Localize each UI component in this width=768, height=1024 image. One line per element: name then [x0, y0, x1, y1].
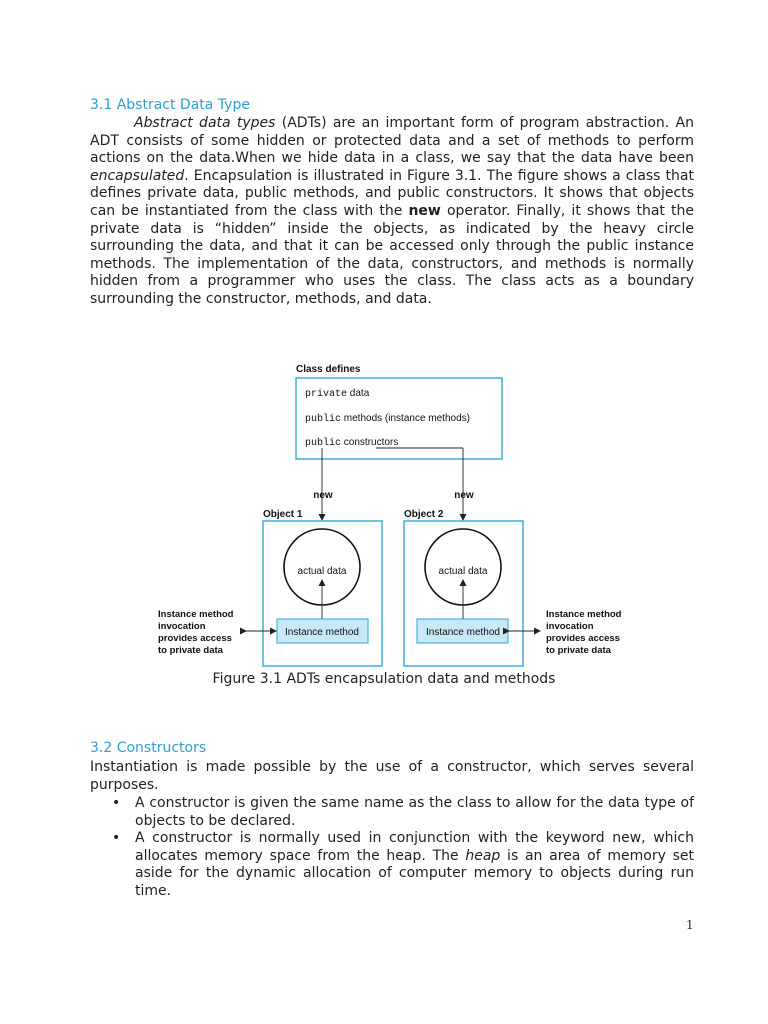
class-row-constructors-label: constructors — [341, 437, 399, 448]
bullet-icon: • — [112, 830, 121, 847]
left-note — [158, 609, 236, 656]
object1-actual-data: actual data — [297, 566, 347, 577]
section-heading-constructors: 3.2 Constructors — [90, 740, 207, 756]
right-note-line: Instance method — [546, 609, 622, 620]
bullet-text-a: A constructor is normally used in conjunction with the keyword new, which allocates memory space from the heap. The — [135, 830, 694, 864]
bullet-text-b: is an area of memory set aside for the dynamic allocation of computer memory to objects during run time. — [135, 847, 695, 899]
paragraph-text-b: . Encapsulation is illustrated in Figure 3.1. The figure shows a class that defines private data, public methods, and public constructors. It shows that objects can be instantiated from the class with the — [90, 167, 694, 219]
keyword-new: new — [408, 202, 441, 219]
new-label-object2: new — [454, 490, 474, 501]
abstract-data-type-paragraph — [90, 115, 694, 309]
bullet-text: A constructor is given the same name as the class to allow for the data type of objects to be declared. — [135, 795, 694, 829]
figure-caption: Figure 3.1 ADTs encapsulation data and methods — [212, 671, 556, 687]
constructors-intro: Instantiation is made possible by the use of a constructor, which serves several purposes. — [90, 759, 694, 793]
object2-actual-data: actual data — [438, 566, 488, 577]
class-defines-label: Class defines — [296, 364, 361, 375]
constructor-bullet-list — [90, 795, 694, 901]
keyword-private: private — [305, 389, 348, 400]
encapsulation-figure — [150, 360, 640, 670]
left-note-line: Instance method — [158, 609, 234, 620]
right-note-line: provides access — [546, 633, 620, 644]
keyword-public-methods: public — [305, 414, 342, 425]
keyword-public-constructors: public — [305, 438, 342, 449]
page-number: 1 — [686, 918, 694, 932]
left-note-line: provides access — [158, 633, 232, 644]
object1-instance-method-label: Instance method — [285, 627, 359, 638]
class-row-private-data — [305, 388, 370, 400]
right-note — [546, 609, 624, 656]
object2-instance-method-label: Instance method — [426, 627, 500, 638]
class-row-private-label: data — [347, 388, 370, 399]
emphasis-abstract-data-types: Abstract data types — [134, 115, 276, 131]
class-row-methods-label: methods (instance methods) — [341, 413, 470, 424]
paragraph-text-a: (ADTs) are an important form of program abstraction. An ADT consists of some hidden or protected data and a set of methods to perform actions on the data.When we hide data in a class, we say that the data have been — [90, 115, 694, 167]
class-row-public-constructors — [305, 437, 398, 449]
right-note-line: invocation — [546, 621, 594, 632]
bullet-icon: • — [112, 795, 121, 811]
object2-label: Object 2 — [404, 509, 444, 520]
list-item — [90, 795, 694, 830]
left-note-line: to private data — [158, 645, 223, 656]
class-row-public-methods — [305, 413, 470, 425]
emphasis-heap: heap — [465, 847, 501, 864]
emphasis-encapsulated: encapsulated — [90, 167, 185, 184]
list-item — [90, 830, 694, 900]
section-heading-abstract-data-type: 3.1 Abstract Data Type — [90, 97, 250, 113]
new-label-object1: new — [313, 490, 333, 501]
left-note-line: invocation — [158, 621, 206, 632]
object1-label: Object 1 — [263, 509, 303, 520]
paragraph-text-c: operator. Finally, it shows that the private data is “hidden” inside the objects, as indicated by the heavy circle surrounding the data, and that it can be accessed only through the public instance methods. The implementation of the data, constructors, and methods is normally hidden from a programmer who uses the class. The class acts as a boundary surrounding the constructor, methods, and data. — [90, 202, 695, 307]
right-note-line: to private data — [546, 645, 611, 656]
